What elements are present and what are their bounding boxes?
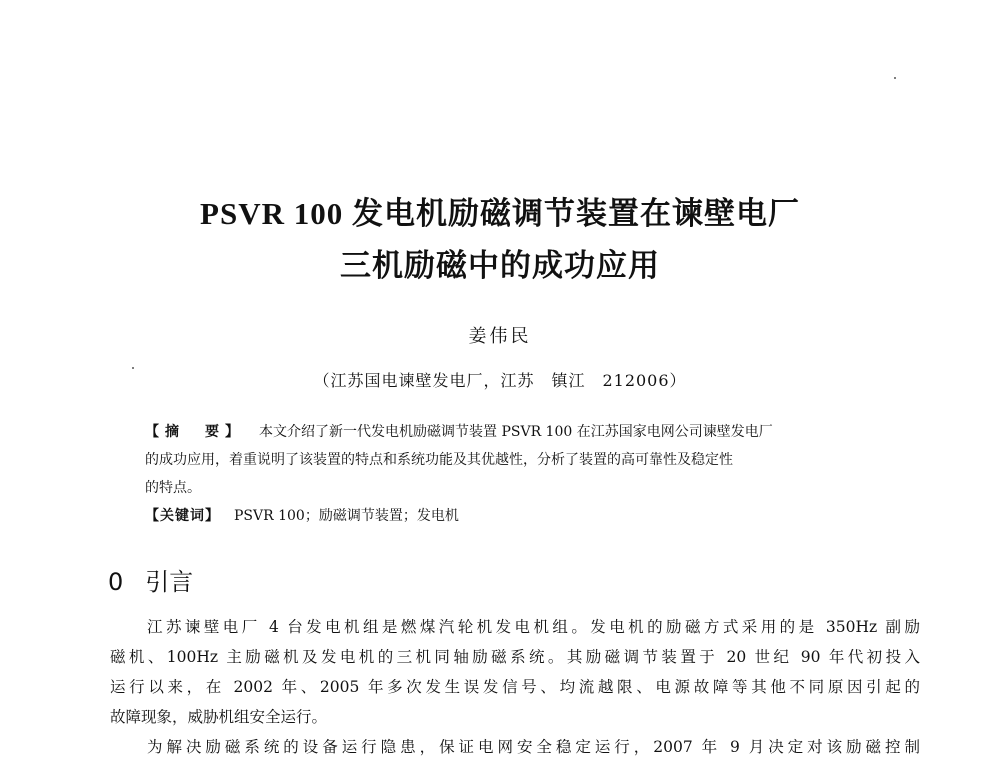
- body-line: 为解决励磁系统的设备运行隐患，保证电网安全稳定运行，2007 年 9 月决定对该励磁控制: [147, 738, 920, 756]
- body-line: 运行以来，在 2002 年、2005 年多次发生误发信号、均流越限、电源故障等其他不同原因引起的: [110, 678, 920, 696]
- body-line: 磁机、100Hz 主励磁机及发电机的三机同轴励磁系统。其励磁调节装置于 20 世纪 90 年代初投入: [110, 648, 920, 666]
- body-text: [110, 612, 920, 762]
- abstract-label: 【摘 要】: [145, 424, 245, 440]
- scan-speck: [894, 77, 896, 79]
- keywords-text: PSVR 100；励磁调节装置；发电机: [234, 508, 459, 524]
- abstract-line: 的成功应用，着重说明了该装置的特点和系统功能及其优越性，分析了装置的高可靠性及稳定性: [145, 452, 733, 468]
- section-heading: [108, 566, 193, 598]
- keywords-line: [145, 502, 895, 530]
- body-line: 故障现象，威胁机组安全运行。: [110, 708, 328, 726]
- paper-title-line-2: 三机励磁中的成功应用: [340, 248, 660, 283]
- abstract-line: [145, 418, 895, 446]
- abstract-block: [145, 418, 895, 530]
- scan-speck: [132, 367, 134, 369]
- author-name: 姜伟民: [468, 326, 532, 347]
- abstract-line: 的特点。: [145, 480, 201, 496]
- section-number: 0: [108, 568, 124, 596]
- abstract-text: 本文介绍了新一代发电机励磁调节装置 PSVR 100 在江苏国家电网公司谏壁发电厂: [259, 424, 773, 440]
- body-line: 江苏谏壁电厂 4 台发电机组是燃煤汽轮机发电机组。发电机的励磁方式采用的是 350Hz 副励: [147, 618, 920, 636]
- section-title: 引言: [145, 568, 194, 596]
- keywords-label: 【关键词】: [145, 508, 220, 524]
- author-affiliation: （江苏国电谏壁发电厂，江苏 镇江 212006）: [313, 371, 687, 390]
- paper-title-line-1: PSVR 100 发电机励磁调节装置在谏壁电厂: [200, 196, 800, 231]
